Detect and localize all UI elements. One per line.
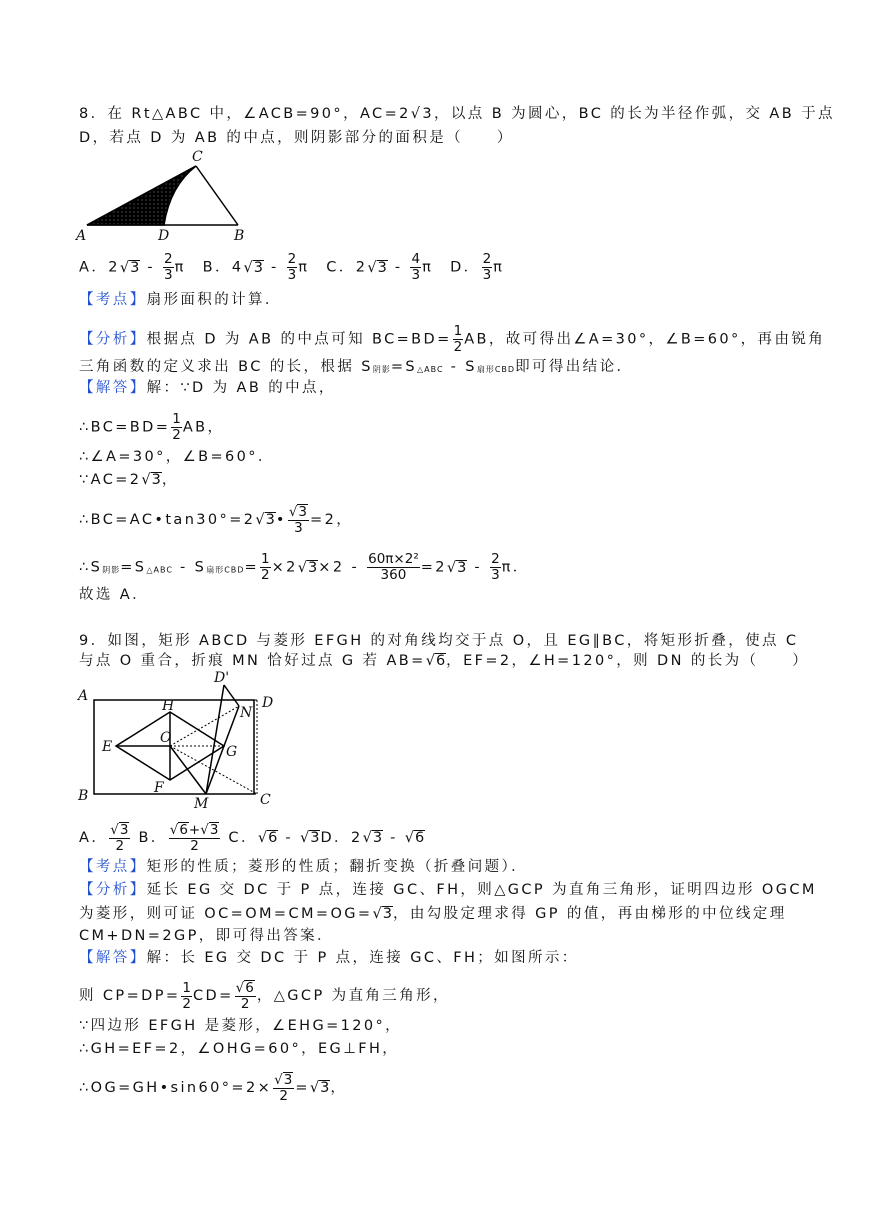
q9-fenxi-line3: CM+DN=2GP，即可得出答案． [79,928,334,944]
q8-fenxi-line2: 三角函数的定义求出 BC 的长，根据 S阴影=S△ABC - S扇形CBD即可得出结论． [79,359,634,375]
side-bc [196,166,238,225]
label-o: O [160,730,172,746]
fold-md [206,685,224,794]
label-g: G [226,744,238,760]
fold-dn [224,685,239,706]
q9-jieda: 【解答】解：长 EG 交 DC 于 P 点，连接 GC、FH；如图所示： [79,950,579,966]
dotted-on [170,706,239,746]
q8-step2: ∴∠A=30°，∠B=60°． [79,449,275,465]
q8-fenxi-line1: 【分析】根据点 D 为 AB 的中点可知 BC=BD= $\frac{1}{2}$ AB，故可得出∠A=30°，∠B=60°，再由锐角 [79,323,826,355]
q9-fenxi-line2: 为菱形，则可证 OC=OM=CM=OG=√3，由勾股定理求得 GP 的值，再由梯形的中位线定理 [79,906,787,922]
label-h: H [162,698,175,714]
q8-kaodian: 【考点】扇形面积的计算． [79,292,282,308]
label-m: M [194,796,209,810]
q8-jieda: 【解答】解：∵D 为 AB 的中点， [79,380,336,396]
q9-stem-line1: 9．如图，矩形 ABCD 与菱形 EFGH 的对角线均交于点 O，且 EG∥BC，将矩形折叠，使点 C [79,633,799,649]
q9-kaodian: 【考点】矩形的性质；菱形的性质；翻折变换（折叠问题）． [79,859,529,875]
q9-stem-line2: 与点 O 重合，折痕 MN 恰好过点 G 若 AB=√6，EF=2，∠H=120°，则 DN 的长为（ ） [79,653,810,669]
label-c: C [260,792,271,808]
q8-step6: 故选 A． [79,587,150,603]
label-n: N [240,705,253,721]
q8-step4: ∴BC=AC•tan30°=2√3• $\frac{√3}{3}$ =2， [79,504,354,536]
fold-mo [170,746,206,794]
q8-figure [72,146,272,242]
q8-stem-line1: 8．在 Rt△ABC 中，∠ACB=90°，AC=2√3，以点 B 为圆心，BC 的长为半径作弧，交 AB 于点 [79,106,835,122]
q9-step1: 则 CP=DP= $\frac{1}{2}$ CD= $\frac{√6}{2}$ ，△GCP 为直角三角形， [79,979,450,1012]
label-d: D [262,695,274,711]
q8-options: A．2√3 - $\frac{2}{3}$ π B．4√3 - $\frac{2}{3}$ π C．2√3 - $\frac{4}{3}$ π D． $\frac{2}{3}$ π [79,251,505,283]
label-b: B [78,788,89,804]
label-d: D [158,228,170,242]
label-a: A [76,228,87,242]
label-e: E [102,739,113,755]
q9-step2: ∵四边形 EFGH 是菱形，∠EHG=120°， [79,1018,403,1034]
q8-step5: ∴S阴影=S△ABC - S扇形CBD= $\frac{1}{2}$ ×2√3×2 - $\frac{\text{60π×2²}}{360}$ =2√3 - $\frac{2}{3}$ π． [79,551,530,583]
label-b: B [234,228,245,242]
label-f: F [154,780,164,796]
kaodian-tag: 【考点】 [79,292,147,308]
q9-figure [74,670,284,810]
q8-step1: ∴BC=BD= $\frac{1}{2}$ AB， [79,411,225,443]
q9-step4: ∴OG=GH•sin60°=2× $\frac{√3}{2}$ =√3， [79,1072,348,1104]
q9-fenxi-line1: 【分析】延长 EG 交 DC 于 P 点，连接 GC、FH，则△GCP 为直角三角形，证明四边形 OGCM [79,882,817,898]
q9-options: A． $\frac{√3}{2}$ B． $\frac{√6+√3}{2}$ C．√6 - √3D．2√3 - √6 [79,822,425,854]
q8-step3: ∵AC=2√3， [79,472,179,488]
q8-stem-line2: D，若点 D 为 AB 的中点，则阴影部分的面积是（ ） [79,130,514,146]
label-c: C [192,149,203,165]
label-d-prime: D' [214,670,230,686]
q9-step3: ∴GH=EF=2，∠OHG=60°，EG⊥FH， [79,1041,400,1057]
label-a: A [78,688,89,704]
